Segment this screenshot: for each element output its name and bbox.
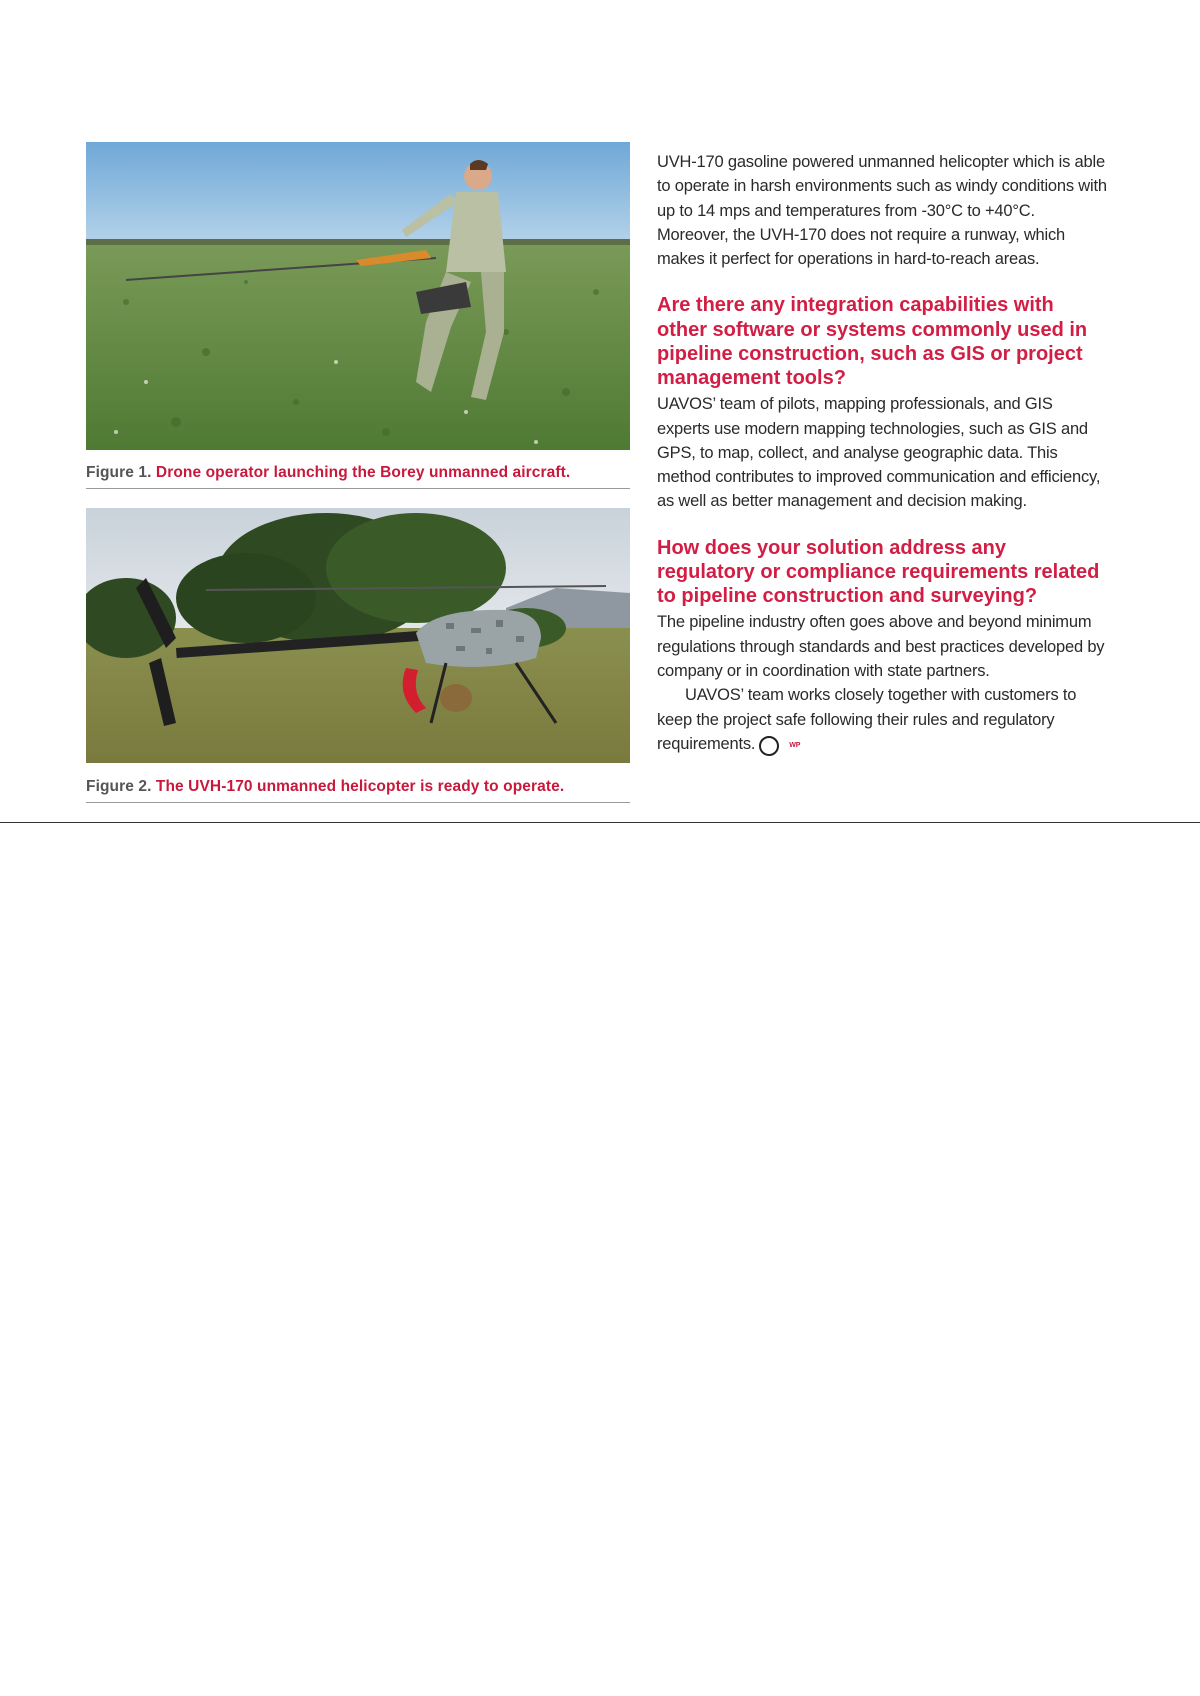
drone-operator-photo: [86, 142, 630, 450]
figure-2-caption: [86, 778, 630, 803]
article-column: [657, 150, 1107, 756]
page-divider: [0, 822, 1200, 823]
figure-2: [86, 508, 630, 803]
figure-1-label: Figure 1.: [86, 464, 152, 481]
figure-1-photo: [86, 142, 630, 450]
figure-2-photo: [86, 508, 630, 763]
answer-regulatory-paragraph-2-text: UAVOS’ team works closely together with customers to keep the project safe following their rules and regulatory requirements.: [657, 686, 1077, 753]
helicopter-photo: [86, 508, 630, 763]
figure-2-label: Figure 2.: [86, 778, 152, 795]
figure-2-caption-text: The UVH-170 unmanned helicopter is ready to operate.: [155, 778, 565, 795]
figure-1-caption: [86, 464, 630, 489]
question-integration-heading: Are there any integration capabilities with other software or systems commonly used in pipeline construction, such as GIS or project management tools?: [657, 294, 1088, 390]
intro-paragraph: UVH-170 gasoline powered unmanned helicopter which is able to operate in harsh environments such as windy conditions with up to 14 mps and temperatures from -30°C to +40°C. Moreover, the UVH-170 does not require a runway, which makes it perfect for operations in hard-to-reach areas.: [657, 153, 1107, 269]
wp-logo-icon: WP: [759, 736, 779, 756]
figure-1-caption-text: Drone operator launching the Borey unmanned aircraft.: [155, 464, 571, 481]
answer-integration-paragraph: UAVOS’ team of pilots, mapping professionals, and GIS experts use modern mapping technologies, such as GIS and GPS, to map, collect, and analyse geographic data. This method contributes to improved communication and efficiency, as well as better management and decision making.: [657, 395, 1101, 511]
figure-1: [86, 142, 630, 489]
answer-regulatory-paragraph-1: The pipeline industry often goes above and beyond minimum regulations through standards and best practices developed by company or in coordination with state partners.: [657, 613, 1105, 680]
question-regulatory-heading: How does your solution address any regulatory or compliance requirements related to pipeline construction and surveying?: [657, 536, 1100, 608]
answer-regulatory-paragraph-2: [657, 683, 1107, 756]
